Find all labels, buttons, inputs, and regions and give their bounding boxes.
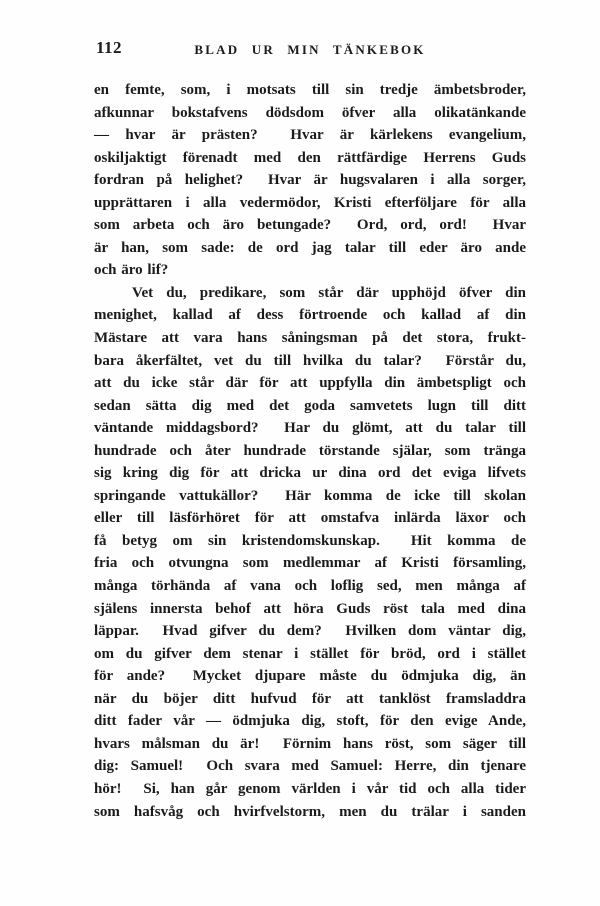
page-header [94, 38, 526, 60]
text-line: som hafsvåg och hvirfvelstorm, men du trälar i sanden [94, 803, 526, 820]
text-line: bara åkerfältet, vet du till hvilka du talar? Förstår du, [94, 352, 526, 369]
text-line: upprättaren i alla vedermödor, Kristi efterföljare för alla [94, 194, 526, 211]
text-line: sig kring dig för att dricka ur dina ord det eviga lifvets [94, 465, 526, 482]
text-line: oskiljaktigt förenadt med den rättfärdige Herrens Guds [94, 149, 526, 166]
text-line: att du icke står där för att uppfylla din ämbetspligt och [94, 375, 526, 392]
text-line: afkunnar bokstafvens dödsdom öfver alla olikatänkande [94, 104, 526, 121]
text-line: när du böjer ditt hufvud för att tanklöst framsladdra [94, 690, 526, 707]
text-line: menighet, kallad af dess förtroende och kallad af din [94, 307, 526, 324]
text-line: eller till läsförhöret för att omstafva inlärda läxor och [94, 510, 526, 527]
text-line: för ande? Mycket djupare måste du ödmjuka dig, än [94, 668, 526, 685]
text-line: är han, som sade: de ord jag talar till eder äro ande [94, 239, 526, 256]
text-line: dig: Samuel! Och svara med Samuel: Herre, din tjenare [94, 758, 526, 775]
text-line: sedan sätta dig med det goda samvetets lugn till ditt [94, 397, 526, 414]
text-block [94, 79, 526, 823]
text-line: väntande middagsbord? Har du glömt, att du talar till [94, 420, 526, 437]
text-line: fordran på helighet? Hvar är hugsvalaren i alla sorger, [94, 172, 526, 189]
text-line: springande vattukällor? Här komma de icke till skolan [94, 487, 526, 504]
text-line: läppar. Hvad gifver du dem? Hvilken dom väntar dig, [94, 623, 526, 640]
text-line: hundrade och åter hundrade törstande själar, som tränga [94, 442, 526, 459]
text-line: — hvar är prästen? Hvar är kärlekens evangelium, [94, 127, 526, 144]
text-line: ditt fader vår — ödmjuka dig, stoft, för den evige Ande, [94, 713, 526, 730]
running-title: BLAD UR MIN TÄNKEBOK [194, 42, 426, 57]
text-line: själens innersta behof att höra Guds röst tala med dina [94, 600, 526, 617]
page-number: 112 [96, 38, 123, 57]
text-line: och äro lif? [94, 262, 169, 279]
text-line: en femte, som, i motsats till sin tredje ämbetsbroder, [94, 82, 526, 98]
text-line: Mästare att vara hans såningsman på det stora, frukt- [94, 330, 526, 347]
text-line: fria och otvungna som medlemmar af Kristi församling, [94, 555, 526, 572]
text-line: hvars målsman du är! Förnim hans röst, som säger till [94, 735, 526, 752]
text-line: om du gifver dem stenar i stället för bröd, ord i stället [94, 645, 526, 662]
text-line: få betyg om sin kristendomskunskap. Hit komma de [94, 532, 526, 549]
text-line: Vet du, predikare, som står där upphöjd öfver din [132, 284, 526, 301]
text-line: många törhända af vana och loflig sed, men många af [94, 578, 526, 595]
text-line: hör! Si, han går genom världen i vår tid och alla tider [94, 780, 526, 797]
text-line: som arbeta och äro betungade? Ord, ord, ord! Hvar [94, 217, 526, 234]
